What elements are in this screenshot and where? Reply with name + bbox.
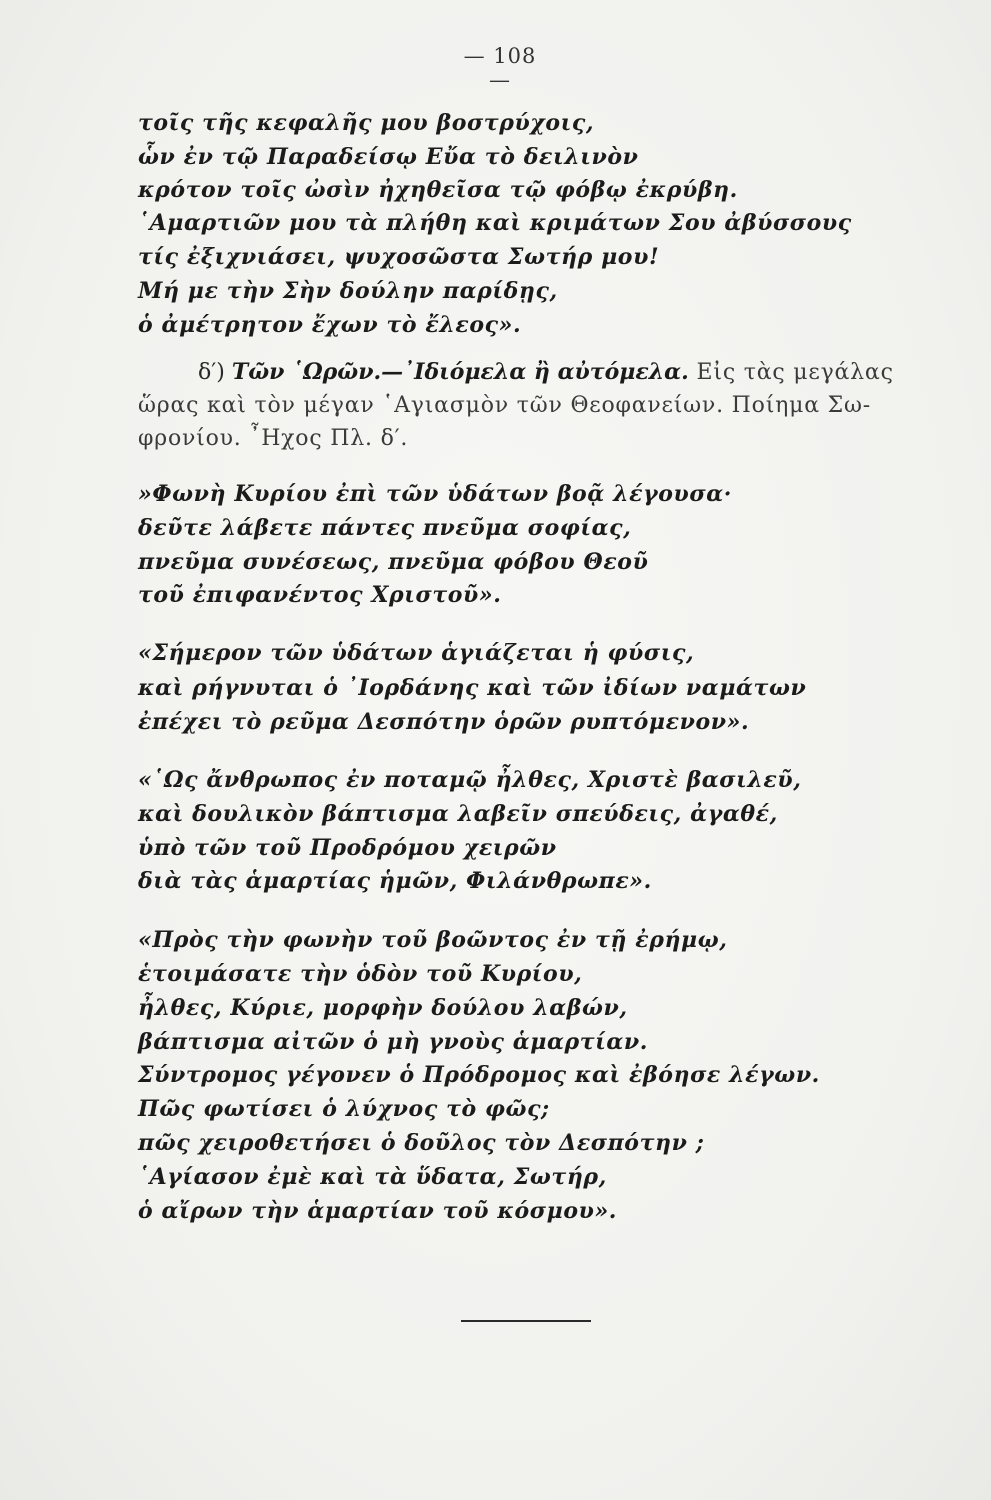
verse-line: τίς ἐξιχνιάσει, ψυχοσῶστα Σωτήρ μου! [138, 244, 660, 270]
verse-line: καὶ ρήγνυται ὁ ᾿Ιορδάνης καὶ τῶν ἰδίων ναμάτων [138, 675, 807, 701]
section-title: Τῶν ῾Ωρῶν.—᾿Ιδιόμελα ἢ αὐτόμελα. [231, 359, 689, 385]
verse-line: ἑτοιμάσατε τὴν ὁδὸν τοῦ Κυρίου, [138, 961, 583, 987]
verse-line: κρότον τοῖς ὠσὶν ἠχηθεῖσα τῷ φόβῳ ἐκρύβη. [138, 177, 738, 203]
verse-line: ῾Αμαρτιῶν μου τὰ πλήθη καὶ κριμάτων Σου ἀβύσσους [138, 210, 852, 236]
section-header [198, 357, 894, 388]
verse-line: πνεῦμα συνέσεως, πνεῦμα φόβου Θεοῦ [138, 549, 649, 575]
section-description: ὥρας καὶ τὸν μέγαν ῾Αγιασμὸν τῶν Θεοφανείων. Ποίημα Σω- [138, 393, 871, 418]
verse-line: πῶς χειροθετήσει ὁ δοῦλος τὸν Δεσπότην ; [138, 1130, 705, 1156]
end-rule [461, 1320, 591, 1322]
verse-line: «Πρὸς τὴν φωνὴν τοῦ βοῶντος ἐν τῇ ἐρήμῳ, [138, 927, 728, 953]
verse-line: Σύντρομος γέγονεν ὁ Πρόδρομος καὶ ἐβόησε λέγων. [138, 1062, 820, 1088]
verse-line: τοῖς τῆς κεφαλῆς μου βοστρύχοις, [138, 110, 595, 136]
verse-line: Μή με τὴν Σὴν δούλην παρίδῃς, [138, 278, 558, 304]
verse-line: ἦλθες, Κύριε, μορφὴν δούλου λαβών, [138, 995, 628, 1021]
page-number: — 108 — [463, 44, 537, 92]
verse-line: δεῦτε λάβετε πάντες πνεῦμα σοφίας, [138, 515, 632, 541]
verse-line: διὰ τὰς ἁμαρτίας ἡμῶν, Φιλάνθρωπε». [138, 868, 652, 894]
verse-line: ὧν ἐν τῷ Παραδείσῳ Εὔα τὸ δειλινὸν [138, 144, 639, 170]
verse-line: «Σήμερον τῶν ὑδάτων ἁγιάζεται ἡ φύσις, [138, 640, 695, 666]
verse-line: βάπτισμα αἰτῶν ὁ μὴ γνοὺς ἁμαρτίαν. [138, 1029, 649, 1055]
verse-line: τοῦ ἐπιφανέντος Χριστοῦ». [138, 582, 502, 608]
section-description: Εἰς τὰς μεγάλας [688, 360, 894, 385]
verse-line: ἐπέχει τὸ ρεῦμα Δεσπότην ὁρῶν ρυπτόμενον». [138, 709, 750, 735]
verse-line: »Φωνὴ Κυρίου ἐπὶ τῶν ὑδάτων βοᾷ λέγουσα· [138, 481, 732, 507]
verse-line: Πῶς φωτίσει ὁ λύχνος τὸ φῶς; [138, 1096, 550, 1122]
verse-line: ῾Αγίασον ἐμὲ καὶ τὰ ὕδατα, Σωτήρ, [138, 1164, 607, 1190]
section-description: φρονίου. ῏Ηχος Πλ. δ′. [138, 426, 409, 451]
verse-line: ὁ ἀμέτρητον ἔχων τὸ ἔλεος». [138, 312, 522, 338]
verse-line: καὶ δουλικὸν βάπτισμα λαβεῖν σπεύδεις, ἀγαθέ, [138, 801, 778, 827]
verse-line: «῾Ως ἄνθρωπος ἐν ποταμῷ ἦλθες, Χριστὲ βασιλεῦ, [138, 767, 802, 793]
verse-line: ὑπὸ τῶν τοῦ Προδρόμου χειρῶν [138, 835, 557, 861]
verse-line: ὁ αἴρων τὴν ἁμαρτίαν τοῦ κόσμου». [138, 1198, 618, 1224]
section-label: δ′) [198, 360, 232, 385]
